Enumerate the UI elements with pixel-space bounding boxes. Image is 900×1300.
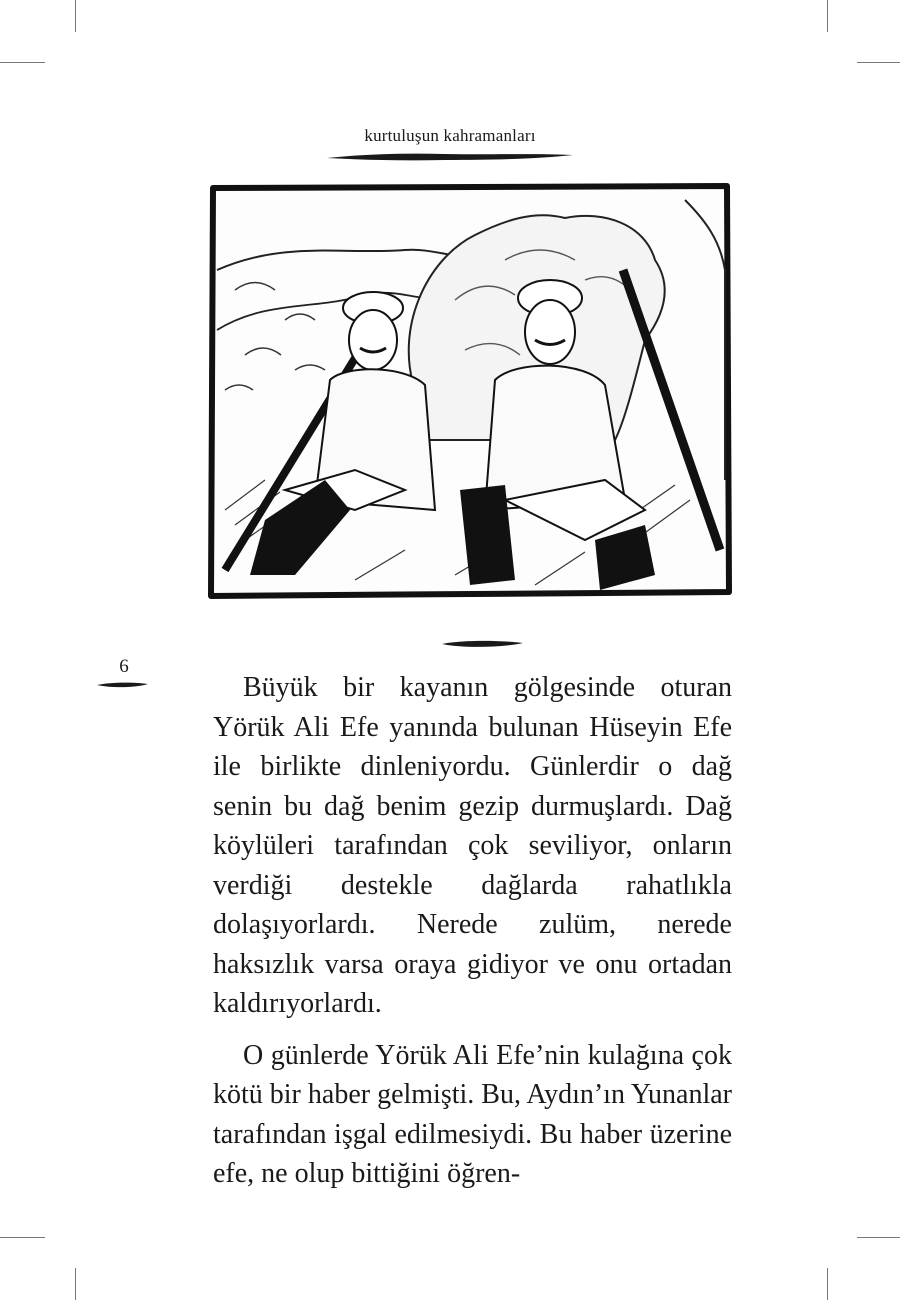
crop-mark (75, 0, 76, 32)
divider-brush-stroke-ornament (440, 638, 525, 650)
page-number-brush-stroke (95, 680, 150, 690)
paragraph: Büyük bir kayanın gölgesinde oturan Yörük Ali Efe yanında bulunan Hüseyin Efe ile birlikte dinleniyordu. Günlerdir o dağ senin bu dağ benim gezip durmuşlardı. Dağ köylüleri tarafından çok seviliyor, onların verdiği destekle dağlarda rahatlıkla dolaşıyorlardı. Nerede zulüm, nerede haksızlık varsa oraya gidiyor ve onu ortadan kaldırıyorlardı. (213, 672, 732, 1019)
header-brush-stroke-ornament (325, 150, 575, 164)
crop-mark (857, 62, 900, 63)
crop-mark (827, 1268, 828, 1300)
paragraph: O günlerde Yörük Ali Efe’nin kulağına çok kötü bir haber gelmişti. Bu, Aydın’ın Yunanlar tarafından işgal edilmesiydi. Bu haber üzerine efe, ne olup bittiğini öğren- (213, 1039, 732, 1189)
running-header-title: kurtuluşun kahramanları (364, 126, 536, 145)
illustration-two-men-resting-icon (205, 180, 735, 605)
crop-mark (827, 0, 828, 32)
crop-mark (75, 1268, 76, 1300)
crop-mark (0, 62, 45, 63)
page-number: 6 (119, 656, 129, 677)
crop-mark (0, 1237, 45, 1238)
body-text (213, 668, 732, 1194)
crop-mark (857, 1237, 900, 1238)
